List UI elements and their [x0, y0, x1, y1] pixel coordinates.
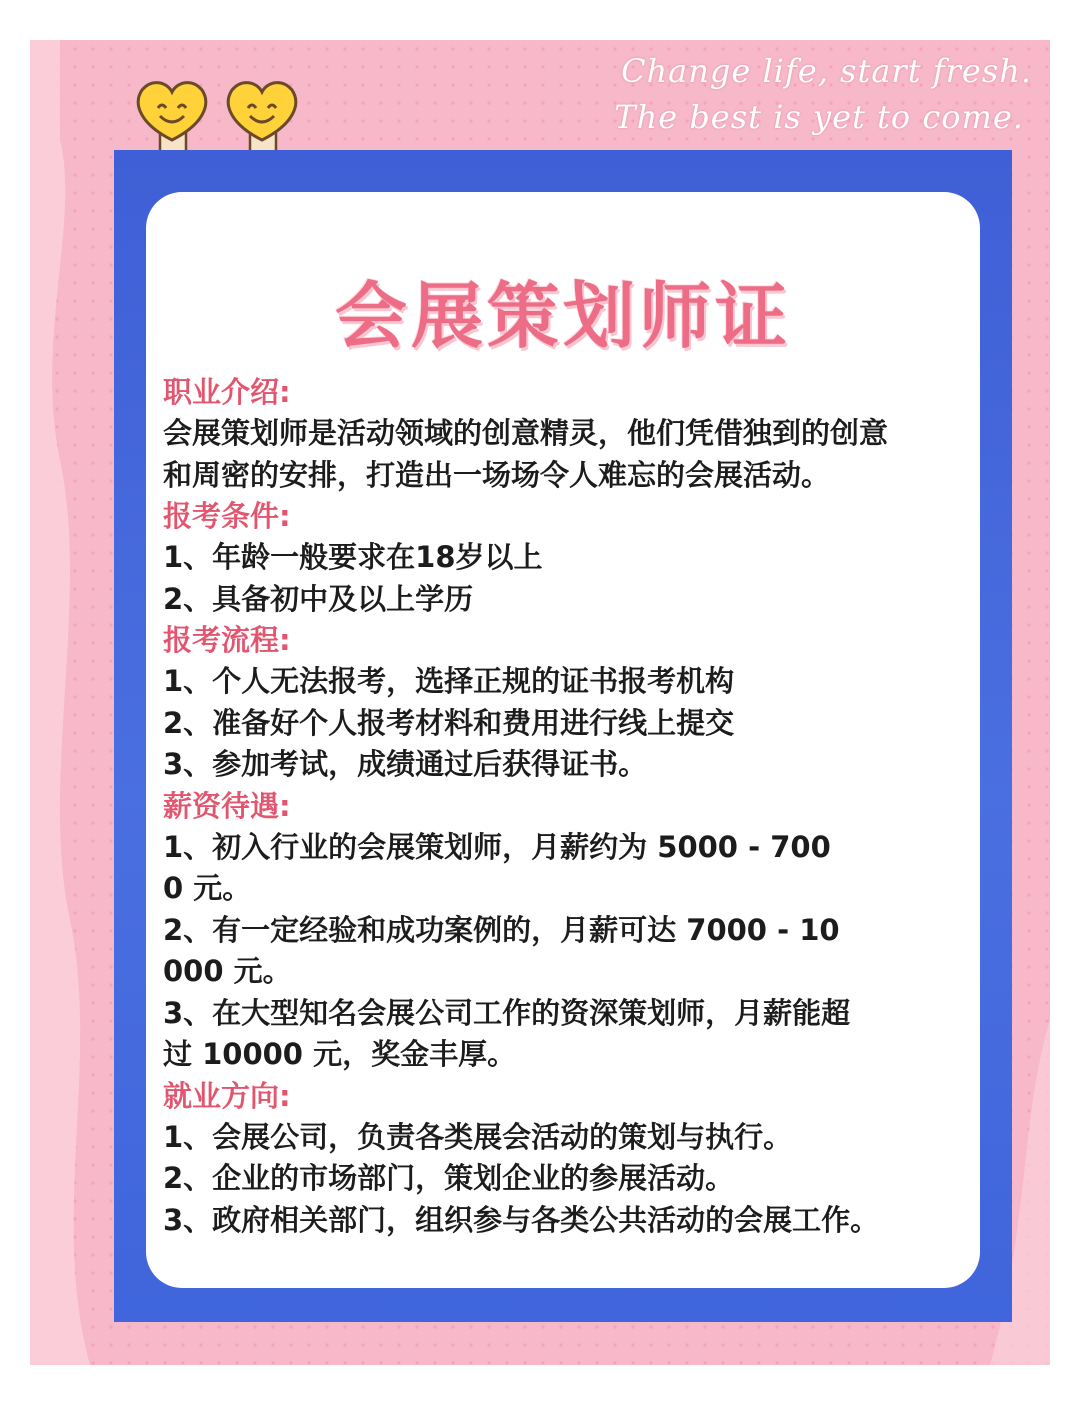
section-heading: 职业介绍:: [163, 375, 291, 409]
text-line: 2、企业的市场部门，策划企业的参展活动。: [163, 1161, 735, 1195]
section-intro: [163, 372, 963, 496]
slogan-line-1: Change life, start fresh.: [621, 52, 1032, 90]
section-heading: 薪资待遇:: [163, 788, 291, 823]
section-heading: 报考条件:: [163, 499, 291, 533]
text-line: 1、个人无法报考，选择正规的证书报考机构: [163, 664, 735, 698]
section-heading: 就业方向:: [163, 1078, 291, 1113]
text-line: 2、准备好个人报考材料和费用进行线上提交: [163, 705, 735, 740]
text-line: 3、在大型知名会展公司工作的资深策划师，月薪能超: [163, 995, 851, 1030]
slogan-line-2: The best is yet to come.: [614, 98, 1024, 136]
smiley-decoration: [132, 70, 322, 160]
page-title: 会展策划师证: [334, 274, 791, 358]
section-heading: 报考流程:: [163, 623, 291, 657]
text-line: 2、具备初中及以上学历: [163, 581, 474, 616]
text-line: 2、有一定经验和成功案例的，月薪可达 7000 - 10: [163, 912, 840, 947]
section-salary: [163, 786, 963, 1076]
text-line: 000 元。: [163, 954, 292, 988]
text-line: 1、会展公司，负责各类展会活动的策划与执行。: [163, 1119, 793, 1154]
text-line: 1、初入行业的会展策划师，月薪约为 5000 - 700: [163, 829, 831, 864]
heart-smiley-icon: [138, 83, 206, 160]
text-line: 3、政府相关部门，组织参与各类公共活动的会展工作。: [163, 1202, 880, 1237]
text-line: 3、参加考试，成绩通过后获得证书。: [163, 747, 648, 781]
section-career: [163, 1076, 963, 1242]
heart-smiley-icon: [228, 83, 296, 160]
text-line: 和周密的安排，打造出一场场令人难忘的会展活动。: [163, 457, 831, 492]
text-line: 0 元。: [163, 871, 252, 905]
section-process: [163, 620, 963, 786]
text-line: 会展策划师是活动领域的创意精灵，他们凭借独到的创意: [163, 416, 889, 450]
content-body: [163, 372, 963, 1241]
text-line: 过 10000 元，奖金丰厚。: [163, 1037, 517, 1071]
section-requirements: [163, 496, 963, 620]
text-line: 1、年龄一般要求在18岁以上: [163, 540, 543, 574]
